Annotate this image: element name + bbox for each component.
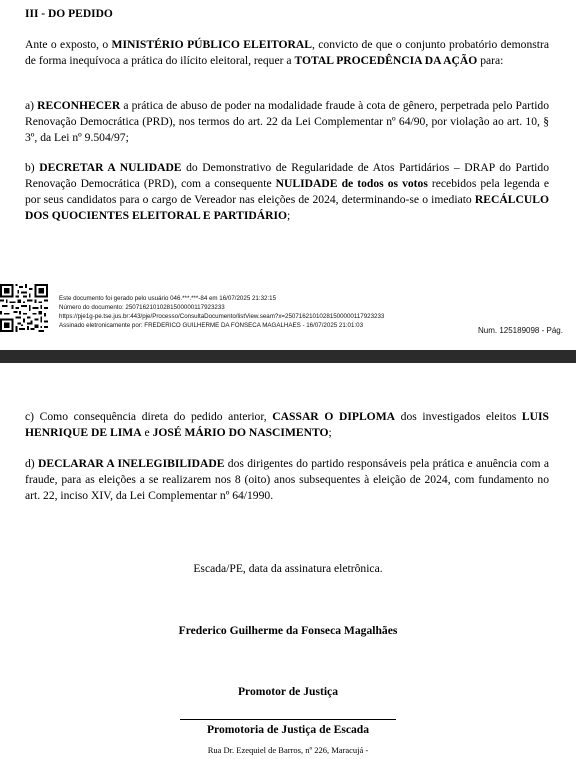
signer-role: Promotor de Justiça [237, 685, 339, 698]
place-date-text: Escada/PE, data da assinatura eletrônica. [193, 562, 383, 575]
item-d-paragraph: d) DECLARAR A INELEGIBILIDADE dos dirigentes do partido responsáveis pela prática e anuência com a fraude, para as eleições a se realizarem nos 8 (oito) anos subsequentes à eleição de 2024, com fundamento no art. 22, inciso XIV, da Lei Complementar nº 64/1990. [25, 457, 549, 502]
signature-rule [180, 719, 396, 720]
consult-url-link[interactable]: https://pje1g-pe.tse.jus.br:443/pje/Processo/ConsultaDocumento/listView.seam?x=25071621010281500000117923233 [59, 313, 385, 320]
item-a-paragraph: a) RECONHECER a prática de abuso de poder na modalidade fraude à cota de gênero, perpetrada pelo Partido Renovação Democrática (PRD), nos termos do art. 22 da Lei Complementar nº 64/90, por violação ao art. 10, § 3º, da Lei nº 9.504/97; [25, 99, 550, 144]
intro-paragraph: Ante o exposto, o MINISTÉRIO PÚBLICO ELEITORAL, convicto de que o conjunto probatório demonstra de forma inequívoca a prática do ilícito eleitoral, requer a TOTAL PROCEDÊNCIA DA AÇÃO para: [25, 38, 549, 67]
generated-by-text: Este documento foi gerado pelo usuário 046.***.***-84 em 16/07/2025 21:32:15 [59, 295, 277, 302]
item-b-paragraph: b) DECRETAR A NULIDADE do Demonstrativo de Regularidade de Atos Partidários – DRAP do Partido Renovação Democrática (PRD), com a consequente NULIDADE de todos os votos recebidos pela legenda e por seus candidatos para o cargo de Vereador nas eleições de 2024, determinando-se o imediato RECÁLCULO DOS QUOCIENTES ELEITORAL E PARTIDÁRIO; [25, 161, 550, 222]
page-separator [0, 350, 576, 363]
office-address: Rua Dr. Ezequiel de Barros, nº 226, Maracujá - [207, 745, 369, 755]
signed-by-text: Assinado eletronicamente por: FREDERICO GUILHERME DA FONSECA MAGALHAES - 16/07/2025 21:01:03 [59, 322, 364, 329]
signature-metadata [59, 294, 384, 330]
document-page-bottom [0, 363, 576, 759]
item-c-paragraph: c) Como consequência direta do pedido anterior, CASSAR O DIPLOMA dos investigados eleitos LUIS HENRIQUE DE LIMA e JOSÉ MÁRIO DO NASCIMENTO; [25, 410, 549, 439]
office-name: Promotoria de Justiça de Escada [206, 723, 370, 736]
electronic-signature-footer [0, 284, 576, 336]
page-number-label: Num. 125189098 - Pág. [478, 326, 563, 335]
signer-name: Frederico Guilherme da Fonseca Magalhães [178, 624, 398, 637]
section-title: III - DO PEDIDO [25, 8, 113, 20]
qr-code-icon [0, 284, 48, 332]
document-page-top [0, 0, 576, 350]
document-number-text: Número do documento: 25071621010281500000117923233 [59, 304, 225, 311]
